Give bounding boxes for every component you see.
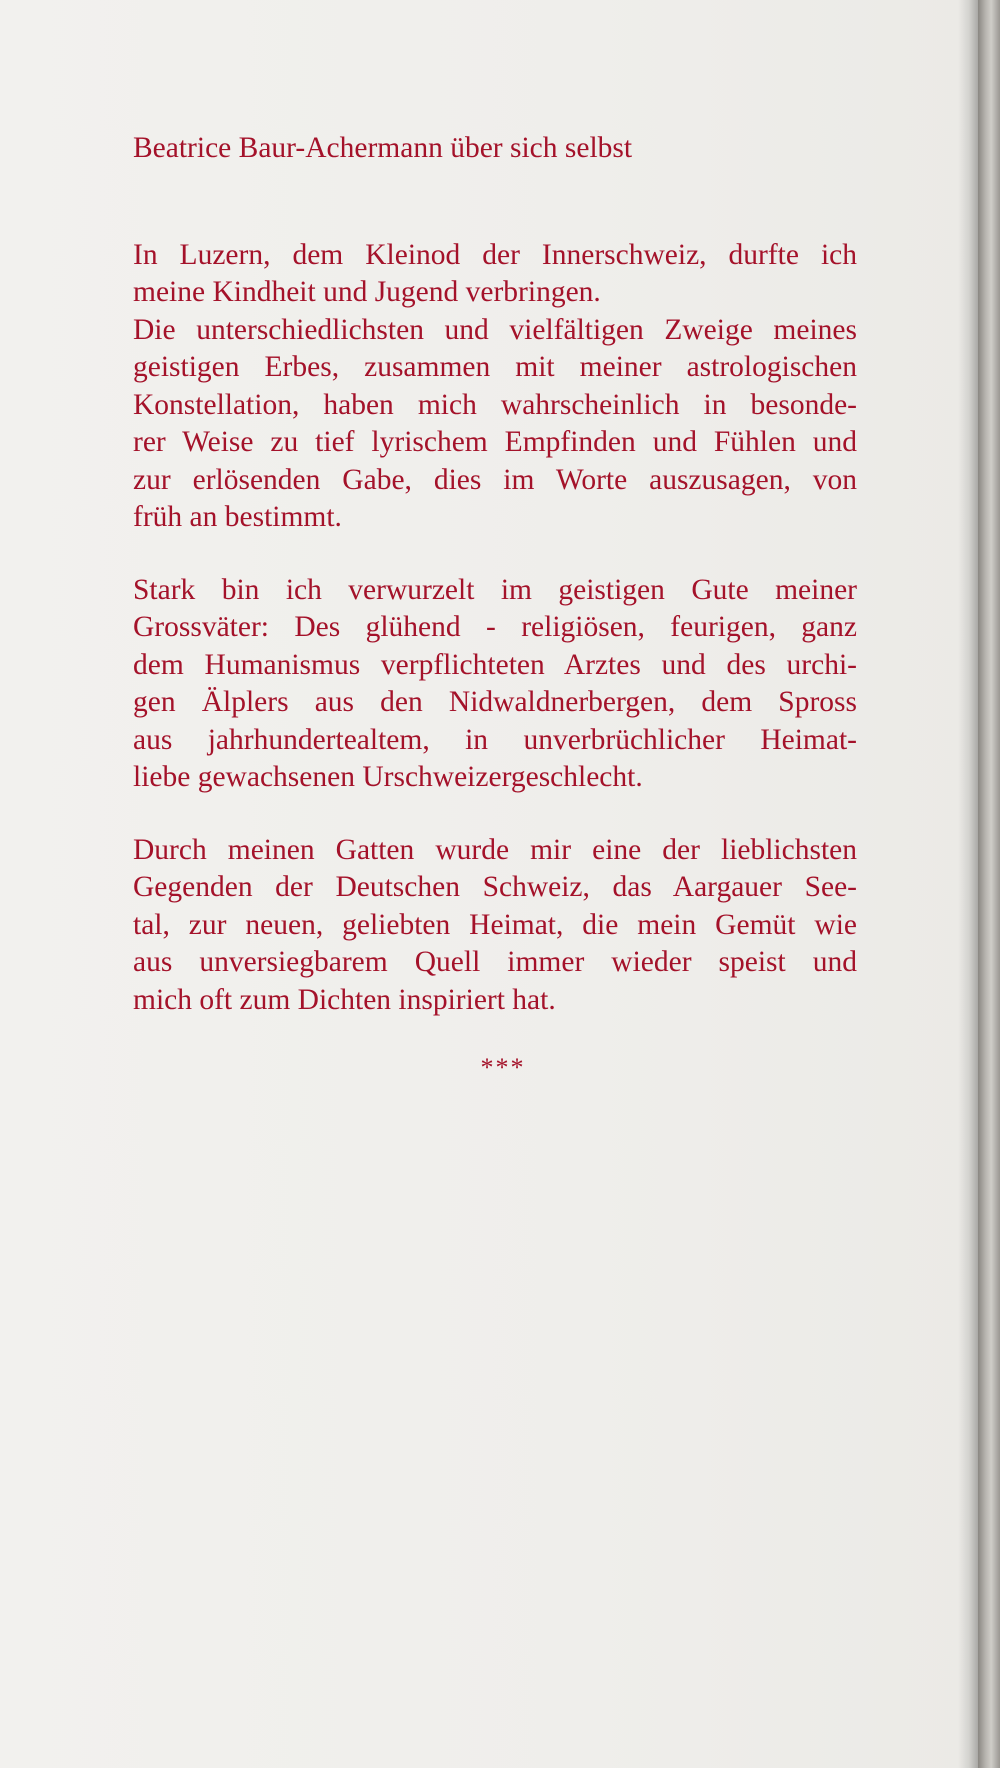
paragraph-2: [133, 572, 857, 797]
text-line: früh an bestimmt.: [133, 501, 342, 533]
text-line: aus jahrhundertealtem, in unverbrüchlicher Heimat-: [133, 723, 857, 756]
text-line: Gegenden der Deutschen Schweiz, das Aargauer See-: [133, 871, 857, 903]
text-line: Stark bin ich verwurzelt im geistigen Gute meiner: [133, 573, 857, 606]
text-line: dem Humanismus verpflichteten Arztes und des urchi-: [133, 648, 857, 681]
separator-asterisks: ***: [480, 1053, 526, 1082]
text-line: meine Kindheit und Jugend verbringen.: [133, 276, 601, 308]
text-line: Konstellation, haben mich wahrscheinlich in besonde-: [133, 388, 857, 421]
book-edge: [978, 0, 1000, 1768]
paragraph-3: [133, 832, 857, 1020]
text-block: [133, 130, 857, 1087]
text-line: aus unversiegbarem Quell immer wieder speist und: [133, 946, 857, 978]
text-line: tal, zur neuen, geliebten Heimat, die mein Gemüt wie: [133, 908, 857, 941]
text-line: zur erlösenden Gabe, dies im Worte auszusagen, von: [133, 463, 857, 496]
text-line: gen Älplers aus den Nidwaldnerbergen, dem Spross: [133, 686, 857, 718]
text-line: Grossväter: Des glühend - religiösen, feurigen, ganz: [133, 611, 857, 643]
heading: Beatrice Baur-Achermann über sich selbst: [133, 132, 633, 164]
text-line: liebe gewachsenen Urschweizergeschlecht.: [133, 761, 643, 793]
page-shadow: [958, 0, 978, 1768]
text-line: Durch meinen Gatten wurde mir eine der lieblichsten: [133, 833, 857, 866]
text-line: Die unterschiedlichsten und vielfältigen Zweige meines: [133, 313, 857, 346]
text-line: geistigen Erbes, zusammen mit meiner astrologischen: [133, 351, 857, 383]
text-line: rer Weise zu tief lyrischem Empfinden und Fühlen und: [133, 426, 857, 458]
text-line: mich oft zum Dichten inspiriert hat.: [133, 983, 556, 1016]
text-line: In Luzern, dem Kleinod der Innerschweiz, durfte ich: [133, 238, 857, 271]
paragraph-1: [133, 237, 857, 537]
